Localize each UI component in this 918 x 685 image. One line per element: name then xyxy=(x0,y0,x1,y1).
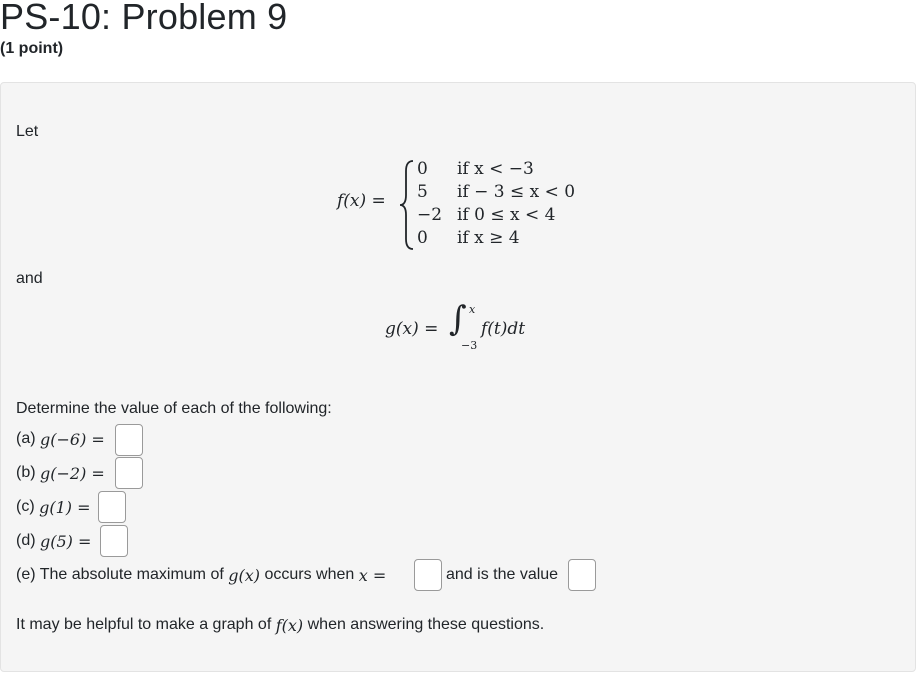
part-expression: g(5) = xyxy=(40,531,92,551)
integral-icon: ∫ xyxy=(449,299,467,339)
hint xyxy=(16,609,544,641)
answer-b-input[interactable] xyxy=(115,457,143,489)
answer-c-input[interactable] xyxy=(98,491,126,523)
integral-upper-limit: x xyxy=(469,303,476,316)
let-label: Let xyxy=(16,123,39,140)
part-expression: g(−6) = xyxy=(40,429,105,449)
case-value: 0 xyxy=(417,228,428,248)
left-brace-icon xyxy=(399,159,415,251)
g-definition xyxy=(385,301,555,361)
case-value: 0 xyxy=(417,159,428,179)
points-label: (1 point) xyxy=(0,40,64,57)
part-b xyxy=(16,457,105,489)
part-expression: g(−2) = xyxy=(40,463,105,483)
case-condition: if − 3 ≤ x < 0 xyxy=(457,182,576,202)
hint-prefix: It may be helpful to make a graph of xyxy=(16,616,272,633)
hint-suffix: when answering these questions. xyxy=(307,616,545,633)
case-condition: if x < −3 xyxy=(457,159,534,179)
part-e-prefix: (e) The absolute maximum of xyxy=(16,566,224,583)
part-e xyxy=(16,559,386,591)
problem-body xyxy=(0,82,916,672)
case-condition: if x ≥ 4 xyxy=(457,228,520,248)
part-e-middle: occurs when xyxy=(264,566,355,583)
part-label: (c) xyxy=(16,498,35,515)
page-title: PS-10: Problem 9 xyxy=(0,0,288,37)
part-c xyxy=(16,491,91,523)
part-label: (b) xyxy=(16,464,36,481)
case-row xyxy=(417,159,534,179)
case-value: −2 xyxy=(417,205,443,225)
case-condition: if 0 ≤ x < 4 xyxy=(457,205,556,225)
instructions: Determine the value of each of the following: xyxy=(16,400,332,417)
answer-d-input[interactable] xyxy=(100,525,128,557)
part-d xyxy=(16,525,91,557)
part-e-expression: g(x) xyxy=(228,565,260,585)
answer-a-input[interactable] xyxy=(115,424,143,456)
g-lhs: g(x) = xyxy=(385,319,439,339)
part-label: (a) xyxy=(16,430,36,447)
f-lhs: f(x) = xyxy=(337,191,386,211)
part-label: (d) xyxy=(16,532,36,549)
f-definition xyxy=(337,155,597,255)
integrand: f(t)dt xyxy=(481,319,526,339)
hint-expression: f(x) xyxy=(275,615,304,635)
part-e-variable: x = xyxy=(358,565,387,585)
and-label: and xyxy=(16,270,43,287)
integral-lower-limit: −3 xyxy=(461,339,478,352)
answer-e-value-input[interactable] xyxy=(568,559,596,591)
case-value: 5 xyxy=(417,182,428,202)
case-row xyxy=(417,228,520,248)
case-row xyxy=(417,205,555,225)
case-row xyxy=(417,182,575,202)
part-a xyxy=(16,423,105,455)
answer-e-x-input[interactable] xyxy=(414,559,442,591)
part-e-suffix: and is the value xyxy=(446,566,559,583)
part-expression: g(1) = xyxy=(39,497,91,517)
